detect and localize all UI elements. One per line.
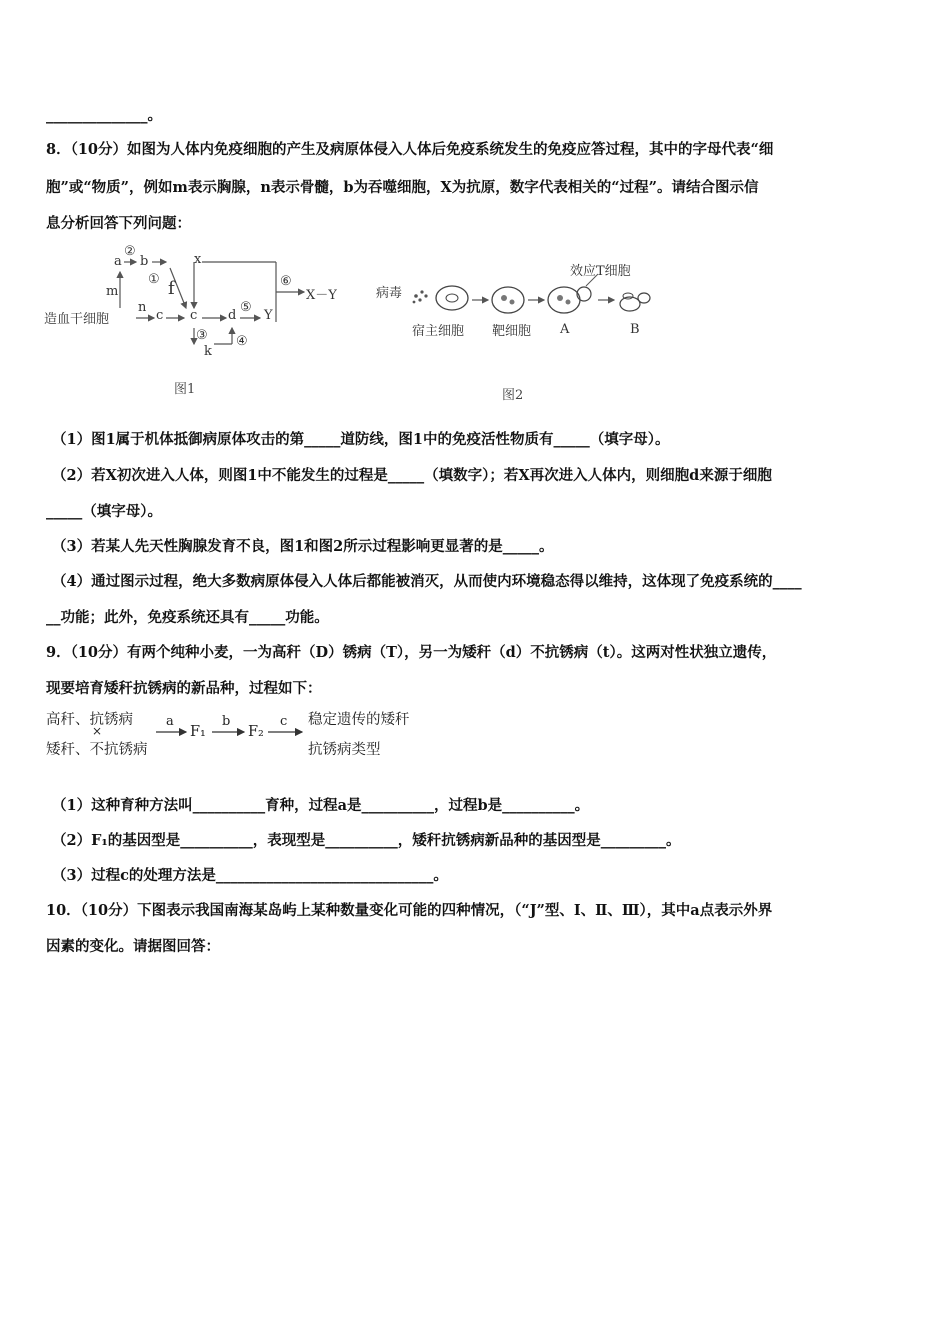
fig2-label-host: 宿主细胞	[412, 324, 465, 339]
parent-2: 矮秆、不抗锈病	[46, 742, 148, 758]
result-line2: 抗锈病类型	[308, 742, 381, 758]
result-line1: 稳定遗传的矮秆	[308, 712, 410, 728]
fig1-label-origin: 造血干细胞	[44, 312, 110, 327]
fig1-label-f: f	[168, 278, 175, 299]
q9-breeding-scheme	[46, 706, 446, 766]
q8-sub2-line1: （2）若X初次进入人体，则图1中不能发生的过程是_____（填数字）；若X再次进入人体内，则细胞d来源于细胞	[52, 467, 772, 484]
q9-sub3: （3）过程c的处理方法是______________________________。	[52, 867, 448, 884]
parent-1: 高秆、抗锈病	[46, 712, 133, 728]
q8-sub4-line2: __功能；此外，免疫系统还具有_____功能。	[46, 609, 329, 626]
f1-label: F₁	[190, 724, 206, 740]
q8-stem-line3: 息分析回答下列问题：	[46, 215, 191, 232]
fig1-label-m: m	[106, 284, 119, 299]
fig2-caption: 图2	[502, 388, 524, 403]
fig1-label-p5: ⑤	[240, 300, 252, 315]
fig1-label-c1: c	[156, 308, 164, 323]
fig1-label-d: d	[228, 308, 237, 323]
cross-symbol: ×	[92, 724, 103, 738]
fig1-label-p3: ③	[196, 328, 208, 343]
f2-label: F₂	[248, 724, 264, 740]
q8-sub3: （3）若某人先天性胸腺发育不良，图1和图2所示过程影响更显著的是_____。	[52, 538, 554, 555]
fig1-label-x: x	[194, 252, 202, 267]
q8-sub2-line2: _____（填字母）。	[46, 503, 162, 520]
q10-stem-line2: 因素的变化。请据图回答：	[46, 938, 220, 955]
q8-sub1: （1）图1属于机体抵御病原体攻击的第_____道防线，图1中的免疫活性物质有_____（填字母）。	[52, 431, 670, 448]
q9-sub2: （2）F₁的基因型是__________，表现型是__________，矮秆抗锈病新品种的基因型是_________。	[52, 832, 681, 849]
process-b: b	[222, 714, 231, 729]
process-a: a	[166, 714, 174, 729]
q9-sub1: （1）这种育种方法叫__________育种，过程a是__________，过程b是__________。	[52, 797, 590, 814]
q9-stem-line1: 9．（10分）有两个纯种小麦，一为高秆（D）锈病（T），另一为矮秆（d）不抗锈病（t）。这两对性状独立遗传，	[46, 644, 777, 661]
fig1-label-p4: ④	[236, 334, 248, 349]
q9-stem-line2: 现要培育矮秆抗锈病的新品种，过程如下：	[46, 680, 322, 697]
answer-blank-fragment: ______________。	[46, 107, 162, 124]
q8-sub4-line1: （4）通过图示过程，绝大多数病原体侵入人体后都能被消灭，从而使内环境稳态得以维持，这体现了免疫系统的____	[52, 573, 802, 590]
q8-stem-line1: 8．（10分）如图为人体内免疫细胞的产生及病原体侵入人体后免疫系统发生的免疫应答过程，其中的字母代表“细	[46, 141, 774, 158]
q8-figure-2	[376, 256, 676, 404]
q8-stem-line2: 胞”或“物质”，例如m表示胸腺，n表示骨髓，b为吞噬细胞，X为抗原，数字代表相关的“过程”。请结合图示信	[46, 179, 759, 196]
fig1-label-y: Y	[264, 308, 273, 323]
fig2-label-target: 靶细胞	[492, 324, 532, 339]
fig1-label-k: k	[204, 344, 212, 359]
fig1-caption: 图1	[174, 382, 196, 397]
fig1-label-c2: c	[190, 308, 198, 323]
fig1-label-p2: ②	[124, 244, 136, 259]
fig2-label-virus: 病毒	[376, 286, 403, 301]
q8-figure-1	[44, 244, 344, 404]
figure-2-drawing	[376, 256, 676, 356]
fig1-label-n: n	[138, 300, 147, 315]
q10-stem-line1: 10．（10分）下图表示我国南海某岛屿上某种数量变化可能的四种情况，（“J”型、Ⅰ、Ⅱ、Ⅲ），其中a点表示外界	[46, 902, 773, 919]
process-c: c	[280, 714, 288, 729]
fig2-label-a: A	[560, 322, 570, 337]
fig1-label-p1: ①	[148, 272, 160, 287]
fig1-label-b: b	[140, 254, 149, 269]
fig1-label-a: a	[114, 254, 122, 269]
fig1-label-xy: X－Y	[306, 288, 337, 303]
fig1-label-p6: ⑥	[280, 274, 292, 289]
fig2-label-b: B	[630, 322, 640, 337]
fig2-label-effector: 效应T细胞	[570, 264, 631, 279]
